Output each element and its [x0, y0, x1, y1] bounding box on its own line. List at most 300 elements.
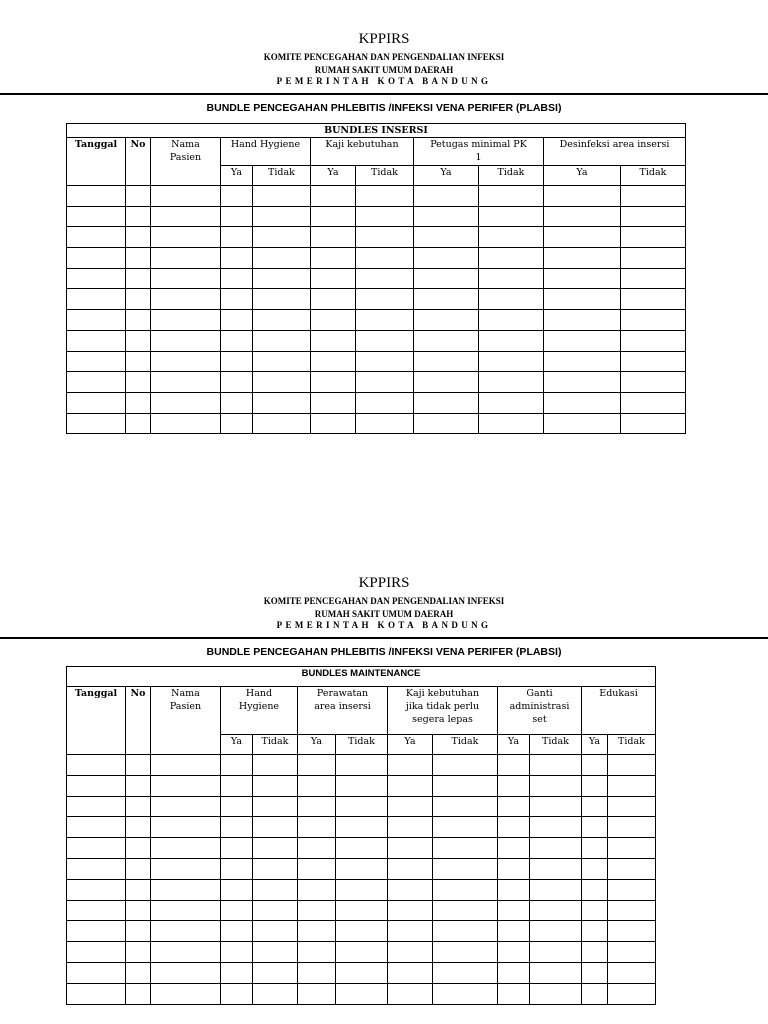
entry-cell[interactable]	[544, 186, 621, 207]
entry-cell[interactable]	[67, 900, 126, 921]
entry-cell[interactable]	[356, 289, 414, 310]
entry-cell[interactable]	[151, 858, 221, 879]
entry-cell[interactable]	[126, 310, 151, 331]
entry-cell[interactable]	[126, 838, 151, 859]
entry-cell[interactable]	[298, 775, 336, 796]
entry-cell[interactable]	[298, 983, 336, 1004]
entry-cell[interactable]	[221, 900, 253, 921]
entry-cell[interactable]	[311, 330, 356, 351]
entry-cell[interactable]	[126, 879, 151, 900]
entry-cell[interactable]	[498, 962, 530, 983]
entry-cell[interactable]	[298, 921, 336, 942]
entry-cell[interactable]	[530, 858, 582, 879]
entry-cell[interactable]	[298, 858, 336, 879]
entry-cell[interactable]	[356, 351, 414, 372]
entry-cell[interactable]	[298, 942, 336, 963]
entry-cell[interactable]	[388, 796, 433, 817]
entry-cell[interactable]	[530, 983, 582, 1004]
entry-cell[interactable]	[253, 796, 298, 817]
entry-cell[interactable]	[221, 983, 253, 1004]
entry-cell[interactable]	[336, 942, 388, 963]
entry-cell[interactable]	[151, 289, 221, 310]
entry-cell[interactable]	[67, 268, 126, 289]
entry-cell[interactable]	[356, 310, 414, 331]
entry-cell[interactable]	[414, 351, 479, 372]
entry-cell[interactable]	[253, 289, 311, 310]
entry-cell[interactable]	[253, 372, 311, 393]
table-row	[67, 372, 686, 393]
entry-cell[interactable]	[433, 962, 498, 983]
entry-cell[interactable]	[336, 838, 388, 859]
entry-cell[interactable]	[414, 248, 479, 269]
entry-cell[interactable]	[433, 858, 498, 879]
entry-cell[interactable]	[151, 942, 221, 963]
entry-cell[interactable]	[253, 186, 311, 207]
entry-cell[interactable]	[311, 310, 356, 331]
entry-cell[interactable]	[608, 921, 656, 942]
entry-cell[interactable]	[608, 942, 656, 963]
entry-cell[interactable]	[479, 206, 544, 227]
table-row	[67, 755, 656, 776]
entry-cell[interactable]	[221, 351, 253, 372]
entry-cell[interactable]	[126, 392, 151, 413]
entry-cell[interactable]	[621, 330, 686, 351]
entry-cell[interactable]	[221, 413, 253, 434]
entry-cell[interactable]	[530, 962, 582, 983]
entry-cell[interactable]	[388, 858, 433, 879]
entry-cell[interactable]	[126, 962, 151, 983]
entry-cell[interactable]	[151, 879, 221, 900]
entry-cell[interactable]	[621, 186, 686, 207]
entry-cell[interactable]	[388, 755, 433, 776]
entry-cell[interactable]	[498, 900, 530, 921]
entry-cell[interactable]	[67, 330, 126, 351]
entry-cell[interactable]	[253, 775, 298, 796]
entry-cell[interactable]	[151, 392, 221, 413]
entry-cell[interactable]	[151, 983, 221, 1004]
entry-cell[interactable]	[151, 268, 221, 289]
entry-cell[interactable]	[621, 206, 686, 227]
entry-cell[interactable]	[221, 206, 253, 227]
entry-cell[interactable]	[67, 310, 126, 331]
sub-header-ya: Ya	[221, 166, 253, 186]
entry-cell[interactable]	[498, 983, 530, 1004]
entry-cell[interactable]	[336, 879, 388, 900]
entry-cell[interactable]	[151, 206, 221, 227]
entry-cell[interactable]	[414, 268, 479, 289]
entry-cell[interactable]	[221, 186, 253, 207]
entry-cell[interactable]	[126, 268, 151, 289]
entry-cell[interactable]	[544, 206, 621, 227]
entry-cell[interactable]	[530, 775, 582, 796]
entry-cell[interactable]	[253, 755, 298, 776]
entry-cell[interactable]	[151, 310, 221, 331]
entry-cell[interactable]	[582, 755, 608, 776]
entry-cell[interactable]	[530, 817, 582, 838]
entry-cell[interactable]	[253, 921, 298, 942]
entry-cell[interactable]	[221, 392, 253, 413]
entry-cell[interactable]	[151, 775, 221, 796]
entry-cell[interactable]	[621, 248, 686, 269]
entry-cell[interactable]	[608, 983, 656, 1004]
entry-cell[interactable]	[151, 351, 221, 372]
entry-cell[interactable]	[126, 372, 151, 393]
entry-cell[interactable]	[253, 838, 298, 859]
entry-cell[interactable]	[544, 372, 621, 393]
entry-cell[interactable]	[126, 227, 151, 248]
entry-cell[interactable]	[479, 268, 544, 289]
entry-cell[interactable]	[253, 900, 298, 921]
entry-cell[interactable]	[336, 983, 388, 1004]
entry-cell[interactable]	[479, 330, 544, 351]
entry-cell[interactable]	[67, 289, 126, 310]
entry-cell[interactable]	[311, 289, 356, 310]
entry-cell[interactable]	[498, 858, 530, 879]
entry-cell[interactable]	[356, 413, 414, 434]
entry-cell[interactable]	[221, 921, 253, 942]
insertion-bundle-table	[66, 123, 686, 434]
entry-cell[interactable]	[221, 289, 253, 310]
entry-cell[interactable]	[126, 775, 151, 796]
entry-cell[interactable]	[67, 962, 126, 983]
entry-cell[interactable]	[126, 413, 151, 434]
entry-cell[interactable]	[298, 796, 336, 817]
entry-cell[interactable]	[67, 755, 126, 776]
entry-cell[interactable]	[126, 921, 151, 942]
entry-cell[interactable]	[253, 310, 311, 331]
entry-cell[interactable]	[582, 838, 608, 859]
entry-cell[interactable]	[253, 227, 311, 248]
entry-cell[interactable]	[221, 817, 253, 838]
entry-cell[interactable]	[621, 392, 686, 413]
entry-cell[interactable]	[544, 289, 621, 310]
entry-cell[interactable]	[336, 775, 388, 796]
entry-cell[interactable]	[414, 206, 479, 227]
entry-cell[interactable]	[221, 879, 253, 900]
entry-cell[interactable]	[479, 351, 544, 372]
entry-cell[interactable]	[544, 248, 621, 269]
entry-cell[interactable]	[221, 755, 253, 776]
entry-cell[interactable]	[582, 962, 608, 983]
entry-cell[interactable]	[311, 351, 356, 372]
entry-cell[interactable]	[621, 289, 686, 310]
table-row	[67, 983, 656, 1004]
entry-cell[interactable]	[253, 942, 298, 963]
entry-cell[interactable]	[544, 330, 621, 351]
entry-cell[interactable]	[67, 372, 126, 393]
entry-cell[interactable]	[151, 796, 221, 817]
entry-cell[interactable]	[126, 330, 151, 351]
entry-cell[interactable]	[67, 796, 126, 817]
entry-cell[interactable]	[253, 983, 298, 1004]
entry-cell[interactable]	[582, 983, 608, 1004]
entry-cell[interactable]	[67, 186, 126, 207]
entry-cell[interactable]	[67, 775, 126, 796]
sub-header-tidak: Tidak	[356, 166, 414, 186]
entry-cell[interactable]	[530, 921, 582, 942]
entry-cell[interactable]	[67, 392, 126, 413]
entry-cell[interactable]	[621, 351, 686, 372]
entry-cell[interactable]	[126, 796, 151, 817]
entry-cell[interactable]	[151, 962, 221, 983]
entry-cell[interactable]	[126, 289, 151, 310]
entry-cell[interactable]	[311, 392, 356, 413]
entry-cell[interactable]	[126, 755, 151, 776]
entry-cell[interactable]	[298, 879, 336, 900]
entry-cell[interactable]	[221, 268, 253, 289]
entry-cell[interactable]	[311, 186, 356, 207]
entry-cell[interactable]	[498, 817, 530, 838]
entry-cell[interactable]	[388, 983, 433, 1004]
entry-cell[interactable]	[433, 796, 498, 817]
entry-cell[interactable]	[530, 942, 582, 963]
entry-cell[interactable]	[498, 796, 530, 817]
entry-cell[interactable]	[544, 392, 621, 413]
entry-cell[interactable]	[479, 248, 544, 269]
entry-cell[interactable]	[433, 983, 498, 1004]
entry-cell[interactable]	[298, 962, 336, 983]
entry-cell[interactable]	[126, 900, 151, 921]
entry-cell[interactable]	[433, 900, 498, 921]
entry-cell[interactable]	[126, 206, 151, 227]
entry-cell[interactable]	[414, 392, 479, 413]
entry-cell[interactable]	[221, 330, 253, 351]
entry-cell[interactable]	[582, 879, 608, 900]
entry-cell[interactable]	[253, 817, 298, 838]
entry-cell[interactable]	[582, 775, 608, 796]
group-header-edukasi: Edukasi	[582, 687, 656, 735]
entry-cell[interactable]	[498, 879, 530, 900]
entry-cell[interactable]	[253, 330, 311, 351]
entry-cell[interactable]	[414, 186, 479, 207]
entry-cell[interactable]	[311, 413, 356, 434]
entry-cell[interactable]	[151, 227, 221, 248]
entry-cell[interactable]	[253, 962, 298, 983]
entry-cell[interactable]	[311, 206, 356, 227]
entry-cell[interactable]	[67, 206, 126, 227]
entry-cell[interactable]	[253, 392, 311, 413]
entry-cell[interactable]	[298, 755, 336, 776]
entry-cell[interactable]	[433, 942, 498, 963]
entry-cell[interactable]	[126, 942, 151, 963]
entry-cell[interactable]	[336, 858, 388, 879]
entry-cell[interactable]	[414, 372, 479, 393]
entry-cell[interactable]	[151, 186, 221, 207]
entry-cell[interactable]	[67, 942, 126, 963]
entry-cell[interactable]	[336, 962, 388, 983]
entry-cell[interactable]	[621, 268, 686, 289]
entry-cell[interactable]	[621, 372, 686, 393]
entry-cell[interactable]	[356, 227, 414, 248]
entry-cell[interactable]	[151, 413, 221, 434]
entry-cell[interactable]	[356, 392, 414, 413]
entry-cell[interactable]	[126, 817, 151, 838]
entry-cell[interactable]	[356, 248, 414, 269]
entry-cell[interactable]	[67, 351, 126, 372]
entry-cell[interactable]	[221, 310, 253, 331]
entry-cell[interactable]	[544, 413, 621, 434]
entry-cell[interactable]	[530, 755, 582, 776]
entry-cell[interactable]	[544, 351, 621, 372]
entry-cell[interactable]	[151, 248, 221, 269]
table-row	[67, 392, 686, 413]
entry-cell[interactable]	[433, 879, 498, 900]
entry-cell[interactable]	[67, 983, 126, 1004]
entry-cell[interactable]	[151, 838, 221, 859]
entry-cell[interactable]	[298, 838, 336, 859]
entry-cell[interactable]	[530, 838, 582, 859]
entry-cell[interactable]	[67, 921, 126, 942]
entry-cell[interactable]	[544, 268, 621, 289]
entry-cell[interactable]	[253, 206, 311, 227]
entry-cell[interactable]	[414, 310, 479, 331]
entry-cell[interactable]	[582, 796, 608, 817]
entry-cell[interactable]	[151, 755, 221, 776]
entry-cell[interactable]	[498, 942, 530, 963]
entry-cell[interactable]	[67, 879, 126, 900]
entry-cell[interactable]	[151, 330, 221, 351]
entry-cell[interactable]	[388, 838, 433, 859]
entry-cell[interactable]	[356, 372, 414, 393]
sub-header-ya: Ya	[311, 166, 356, 186]
entry-cell[interactable]	[621, 413, 686, 434]
entry-cell[interactable]	[253, 248, 311, 269]
entry-cell[interactable]	[608, 796, 656, 817]
entry-cell[interactable]	[582, 817, 608, 838]
entry-cell[interactable]	[221, 796, 253, 817]
entry-cell[interactable]	[151, 372, 221, 393]
entry-cell[interactable]	[388, 921, 433, 942]
entry-cell[interactable]	[608, 900, 656, 921]
entry-cell[interactable]	[253, 413, 311, 434]
entry-cell[interactable]	[608, 775, 656, 796]
entry-cell[interactable]	[479, 372, 544, 393]
entry-cell[interactable]	[311, 227, 356, 248]
entry-cell[interactable]	[67, 227, 126, 248]
entry-cell[interactable]	[67, 413, 126, 434]
entry-cell[interactable]	[388, 962, 433, 983]
entry-cell[interactable]	[414, 227, 479, 248]
entry-cell[interactable]	[356, 186, 414, 207]
entry-cell[interactable]	[126, 248, 151, 269]
entry-cell[interactable]	[336, 921, 388, 942]
entry-cell[interactable]	[253, 858, 298, 879]
entry-cell[interactable]	[221, 775, 253, 796]
entry-cell[interactable]	[67, 858, 126, 879]
entry-cell[interactable]	[621, 227, 686, 248]
entry-cell[interactable]	[608, 817, 656, 838]
entry-cell[interactable]	[126, 351, 151, 372]
entry-cell[interactable]	[608, 858, 656, 879]
entry-cell[interactable]	[221, 858, 253, 879]
entry-cell[interactable]	[336, 900, 388, 921]
org-title: KPPIRS	[358, 31, 410, 47]
entry-cell[interactable]	[414, 289, 479, 310]
entry-cell[interactable]	[530, 879, 582, 900]
entry-cell[interactable]	[221, 227, 253, 248]
entry-cell[interactable]	[356, 330, 414, 351]
entry-cell[interactable]	[356, 268, 414, 289]
entry-cell[interactable]	[608, 962, 656, 983]
entry-cell[interactable]	[126, 186, 151, 207]
entry-cell[interactable]	[356, 206, 414, 227]
entry-cell[interactable]	[433, 817, 498, 838]
entry-cell[interactable]	[221, 838, 253, 859]
entry-cell[interactable]	[336, 817, 388, 838]
entry-cell[interactable]	[498, 921, 530, 942]
entry-cell[interactable]	[608, 755, 656, 776]
entry-cell[interactable]	[530, 900, 582, 921]
entry-cell[interactable]	[126, 983, 151, 1004]
entry-cell[interactable]	[388, 817, 433, 838]
entry-cell[interactable]	[479, 310, 544, 331]
entry-cell[interactable]	[433, 775, 498, 796]
entry-cell[interactable]	[151, 817, 221, 838]
entry-cell[interactable]	[479, 227, 544, 248]
entry-cell[interactable]	[311, 248, 356, 269]
entry-cell[interactable]	[388, 879, 433, 900]
entry-cell[interactable]	[479, 413, 544, 434]
entry-cell[interactable]	[479, 392, 544, 413]
band-row	[67, 667, 656, 687]
entry-cell[interactable]	[388, 942, 433, 963]
entry-cell[interactable]	[253, 351, 311, 372]
entry-cell[interactable]	[433, 838, 498, 859]
entry-cell[interactable]	[388, 775, 433, 796]
entry-cell[interactable]	[479, 186, 544, 207]
entry-cell[interactable]	[298, 900, 336, 921]
entry-cell[interactable]	[126, 858, 151, 879]
entry-cell[interactable]	[67, 817, 126, 838]
entry-cell[interactable]	[479, 289, 544, 310]
entry-cell[interactable]	[253, 879, 298, 900]
entry-cell[interactable]	[582, 921, 608, 942]
entry-cell[interactable]	[582, 942, 608, 963]
entry-cell[interactable]	[221, 942, 253, 963]
entry-cell[interactable]	[151, 900, 221, 921]
entry-cell[interactable]	[221, 962, 253, 983]
entry-cell[interactable]	[336, 796, 388, 817]
entry-cell[interactable]	[621, 310, 686, 331]
entry-cell[interactable]	[433, 755, 498, 776]
entry-cell[interactable]	[433, 921, 498, 942]
entry-cell[interactable]	[151, 921, 221, 942]
entry-cell[interactable]	[253, 268, 311, 289]
entry-cell[interactable]	[544, 227, 621, 248]
entry-cell[interactable]	[608, 838, 656, 859]
entry-cell[interactable]	[221, 248, 253, 269]
entry-cell[interactable]	[544, 310, 621, 331]
entry-cell[interactable]	[414, 330, 479, 351]
entry-cell[interactable]	[388, 900, 433, 921]
table-row	[67, 942, 656, 963]
entry-cell[interactable]	[582, 858, 608, 879]
entry-cell[interactable]	[336, 755, 388, 776]
entry-cell[interactable]	[498, 775, 530, 796]
entry-cell[interactable]	[311, 268, 356, 289]
entry-cell[interactable]	[530, 796, 582, 817]
entry-cell[interactable]	[67, 838, 126, 859]
entry-cell[interactable]	[311, 372, 356, 393]
entry-cell[interactable]	[414, 413, 479, 434]
entry-cell[interactable]	[298, 817, 336, 838]
entry-cell[interactable]	[498, 838, 530, 859]
entry-cell[interactable]	[582, 900, 608, 921]
entry-cell[interactable]	[498, 755, 530, 776]
entry-cell[interactable]	[221, 372, 253, 393]
entry-cell[interactable]	[67, 248, 126, 269]
entry-cell[interactable]	[608, 879, 656, 900]
